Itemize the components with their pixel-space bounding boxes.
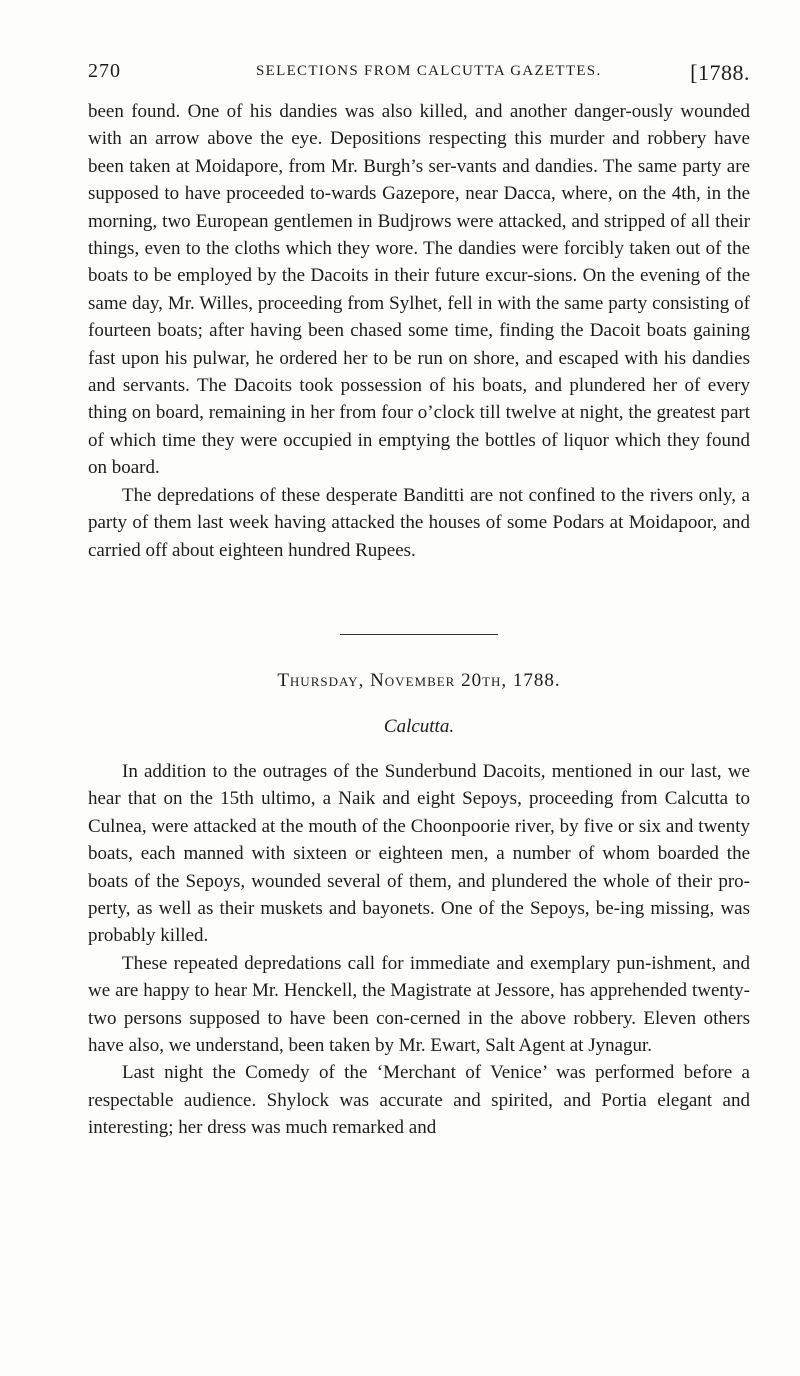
paragraph: The depredations of these desperate Banditti are not confined to the rivers only, a party of them last week having attacked the houses of some Podars at Moidapoor, and carried off about eighteen hundred Rupees. (88, 484, 750, 561)
article-body-top (88, 98, 750, 564)
page-number: 270 (88, 60, 121, 82)
paragraph: Last night the Comedy of the ‘Merchant of Venice’ was performed before a respectable audience. Shylock was accurate and spirited, and Portia elegant and interesting; her dress was much remarked and (88, 1062, 750, 1139)
section-divider (340, 634, 498, 635)
place-heading: Calcutta. (383, 716, 455, 737)
paragraph: In addition to the outrages of the Sunderbund Dacoits, mentioned in our last, we hear that on the 15th ultimo, a Naik and eight Sepoys, proceeding from Calcutta to Culnea, were attacked at the mouth of the Choonpoorie river, by five or six and twenty boats, each manned with sixteen or eighteen men, a number of whom boarded the boats of the Sepoys, wounded several of them, and plundered the whole of their pro-perty, as well as their muskets and bayonets. One of the Sepoys, be-ing missing, was probably killed. (88, 761, 750, 947)
paragraph: These repeated depredations call for immediate and exemplary pun-ishment, and we are happy to hear Mr. Henckell, the Magistrate at Jessore, has apprehended twenty-two persons supposed to have been con-cerned in the above robbery. Eleven others have also, we understand, been taken by Mr. Ewart, Salt Agent at Jynagur. (88, 952, 750, 1057)
article-body-bottom (88, 758, 750, 1142)
running-head (88, 60, 750, 94)
running-title: SELECTIONS FROM CALCUTTA GAZETTES. (256, 63, 602, 79)
paragraph: been found. One of his dandies was also killed, and another danger-ously wounded with an arrow above the eye. Depositions respecting this murder and robbery have been taken at Moidapore, from Mr. Burgh’s ser-vants and dandies. The same party are supposed to have proceeded to-wards Gazepore, near Dacca, where, on the 4th, in the morning, two European gentlemen in Budjrows were attacked, and stripped of all their things, even to the cloths which they wore. The dandies were forcibly taken out of the boats to be employed by the Dacoits in their future excur-sions. On the evening of the same day, Mr. Willes, proceeding from Sylhet, fell in with the same party consisting of fourteen boats; after having been chased some time, finding the Dacoit boats gaining fast upon his pulwar, he ordered her to be run on shore, and escaped with his dandies and servants. The Dacoits took possession of his boats, and plundered her of every thing on board, remaining in her from four o’clock till twelve at night, the greatest part of which time they were occupied in emptying the bottles of liquor which they found on board. (88, 101, 750, 479)
header-year: [1788. (690, 60, 750, 85)
dateline: Thursday, November 20th, 1788. (277, 670, 561, 691)
